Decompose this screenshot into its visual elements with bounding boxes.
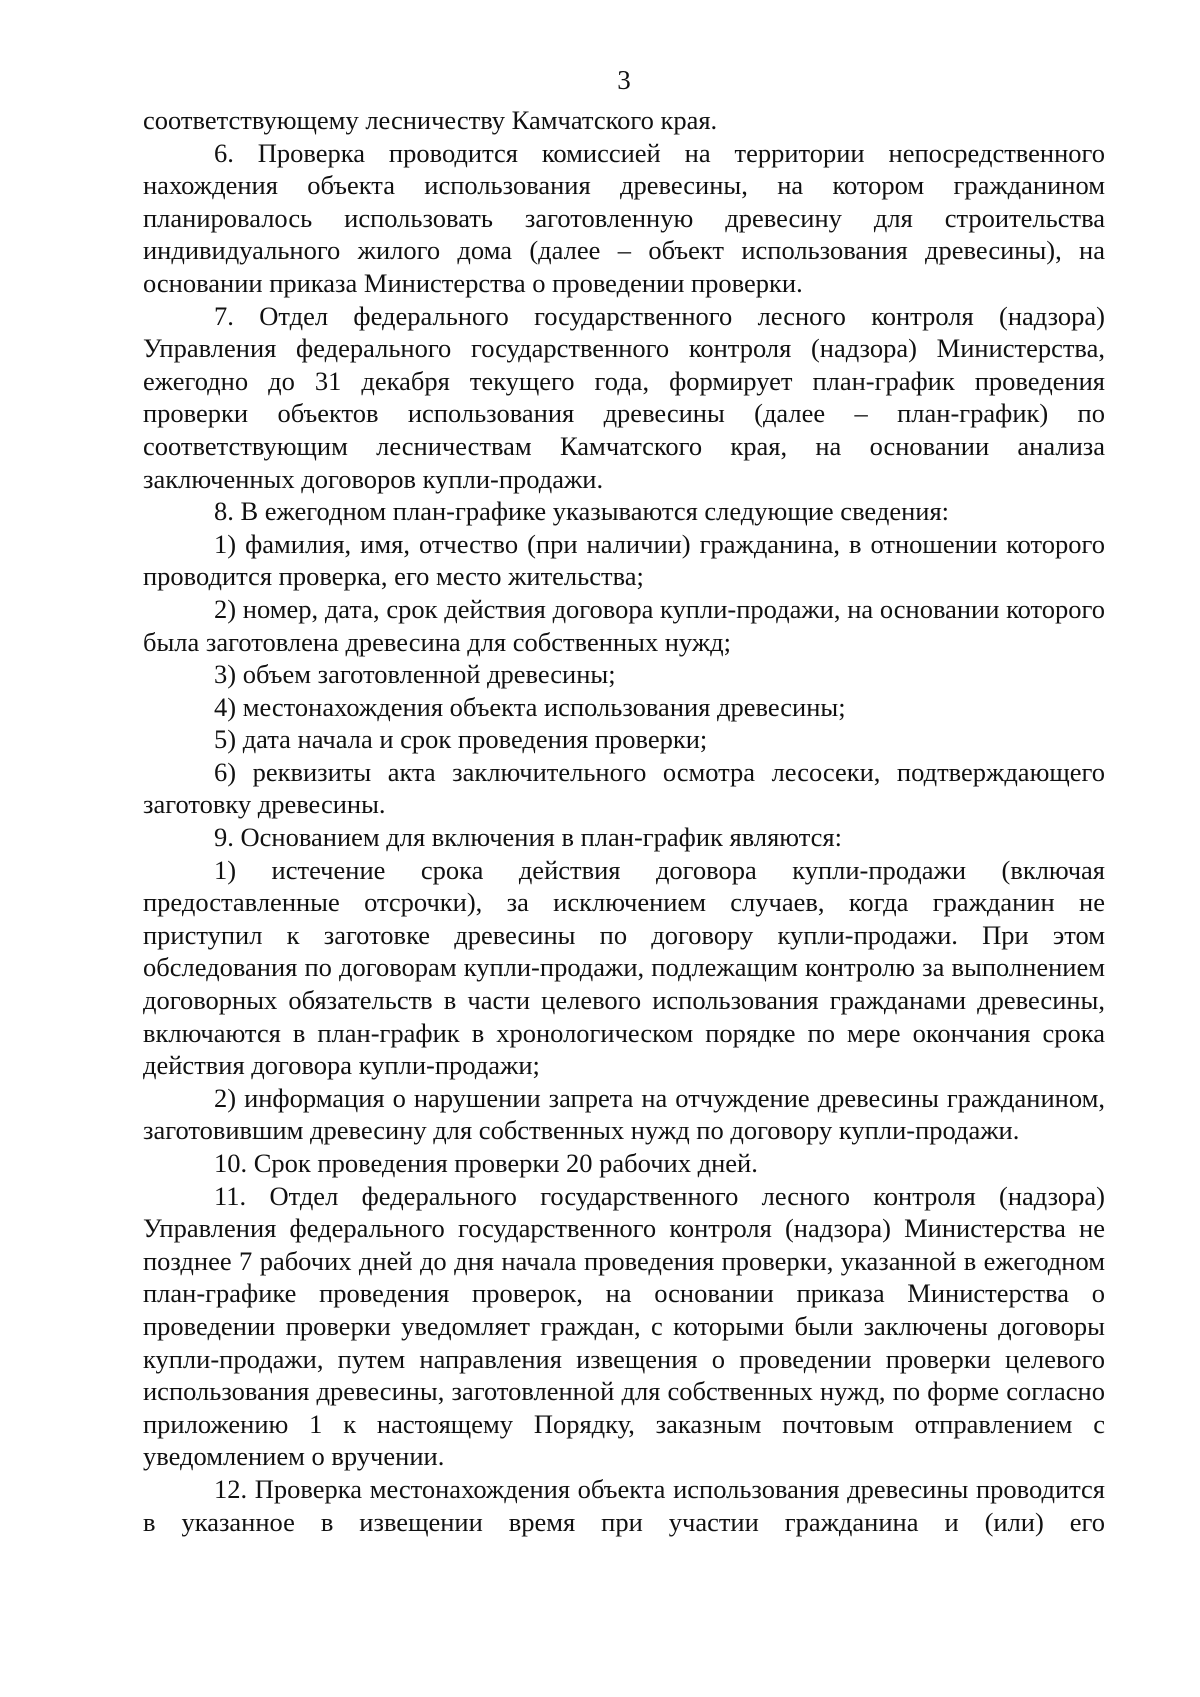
paragraph-9: 9. Основанием для включения в план-график являются: — [214, 822, 842, 853]
paragraph-12: 12. Проверка местонахождения объекта использования древесины проводится в указанное в извещении время при участии гражданина и (или) его — [143, 1473, 1105, 1537]
paragraph-6: 6. Проверка проводится комиссией на территории непосредственного нахождения объекта использования древесины, на котором гражданином планировалось использовать заготовленную древесину для строительства индивидуального жилого дома (далее – объект использования древесины), на основании приказа Министерства о проведении проверки. — [143, 137, 1105, 298]
list-item-9-1: 1) истечение срока действия договора купли-продажи (включая предоставленные отсрочки), за исключением случаев, когда гражданин не приступил к заготовке древесины по договору купли-продажи. При этом обследования по договорам купли-продажи, подлежащим контролю за выполнением договорных обязательств в части целевого использования гражданами древесины, включаются в план-график в хронологическом порядке по мере окончания срока действия договора купли-продажи; — [143, 854, 1105, 1081]
list-item-8-5: 5) дата начала и срок проведения проверки; — [214, 724, 708, 755]
list-item-8-4: 4) местонахождения объекта использования древесины; — [214, 691, 846, 722]
list-item-8-1: 1) фамилия, имя, отчество (при наличии) гражданина, в отношении которого проводится проверка, его место жительства; — [143, 528, 1105, 592]
list-item-8-2: 2) номер, дата, срок действия договора купли-продажи, на основании которого была заготовлена древесина для собственных нужд; — [143, 593, 1105, 657]
paragraph-8: 8. В ежегодном план-графике указываются следующие сведения: — [214, 496, 949, 527]
paragraph-11: 11. Отдел федерального государственного лесного контроля (надзора) Управления федерального государственного контроля (надзора) Министерства не позднее 7 рабочих дней до дня начала проведения проверки, указанной в ежегодном план-графике проведения проверок, на основании приказа Министерства о проведении проверки уведомляет граждан, с которыми были заключены договоры купли-продажи, путем направления извещения о проведении проверки целевого использования древесины, заготовленной для собственных нужд, по форме согласно приложению 1 к настоящему Порядку, заказным почтовым отправлением с уведомлением о вручении. — [143, 1180, 1105, 1472]
paragraph-continuation: соответствующему лесничеству Камчатского края. — [143, 105, 718, 135]
list-item-8-3: 3) объем заготовленной древесины; — [214, 659, 616, 690]
list-item-8-6: 6) реквизиты акта заключительного осмотра лесосеки, подтверждающего заготовку древесины. — [143, 756, 1105, 820]
document-page — [143, 64, 1105, 1538]
paragraph-7: 7. Отдел федерального государственного лесного контроля (надзора) Управления федерального государственного контроля (надзора) Министерства, ежегодно до 31 декабря текущего года, формирует план-график проведения проверки объектов использования древесины (далее – план-график) по соответствующим лесничествам Камчатского края, на основании анализа заключенных договоров купли-продажи. — [143, 300, 1105, 494]
page-number: 3 — [617, 65, 631, 95]
paragraph-10: 10. Срок проведения проверки 20 рабочих дней. — [214, 1148, 758, 1178]
list-item-9-2: 2) информация о нарушении запрета на отчуждение древесины гражданином, заготовившим древесину для собственных нужд по договору купли-продажи. — [143, 1082, 1105, 1146]
